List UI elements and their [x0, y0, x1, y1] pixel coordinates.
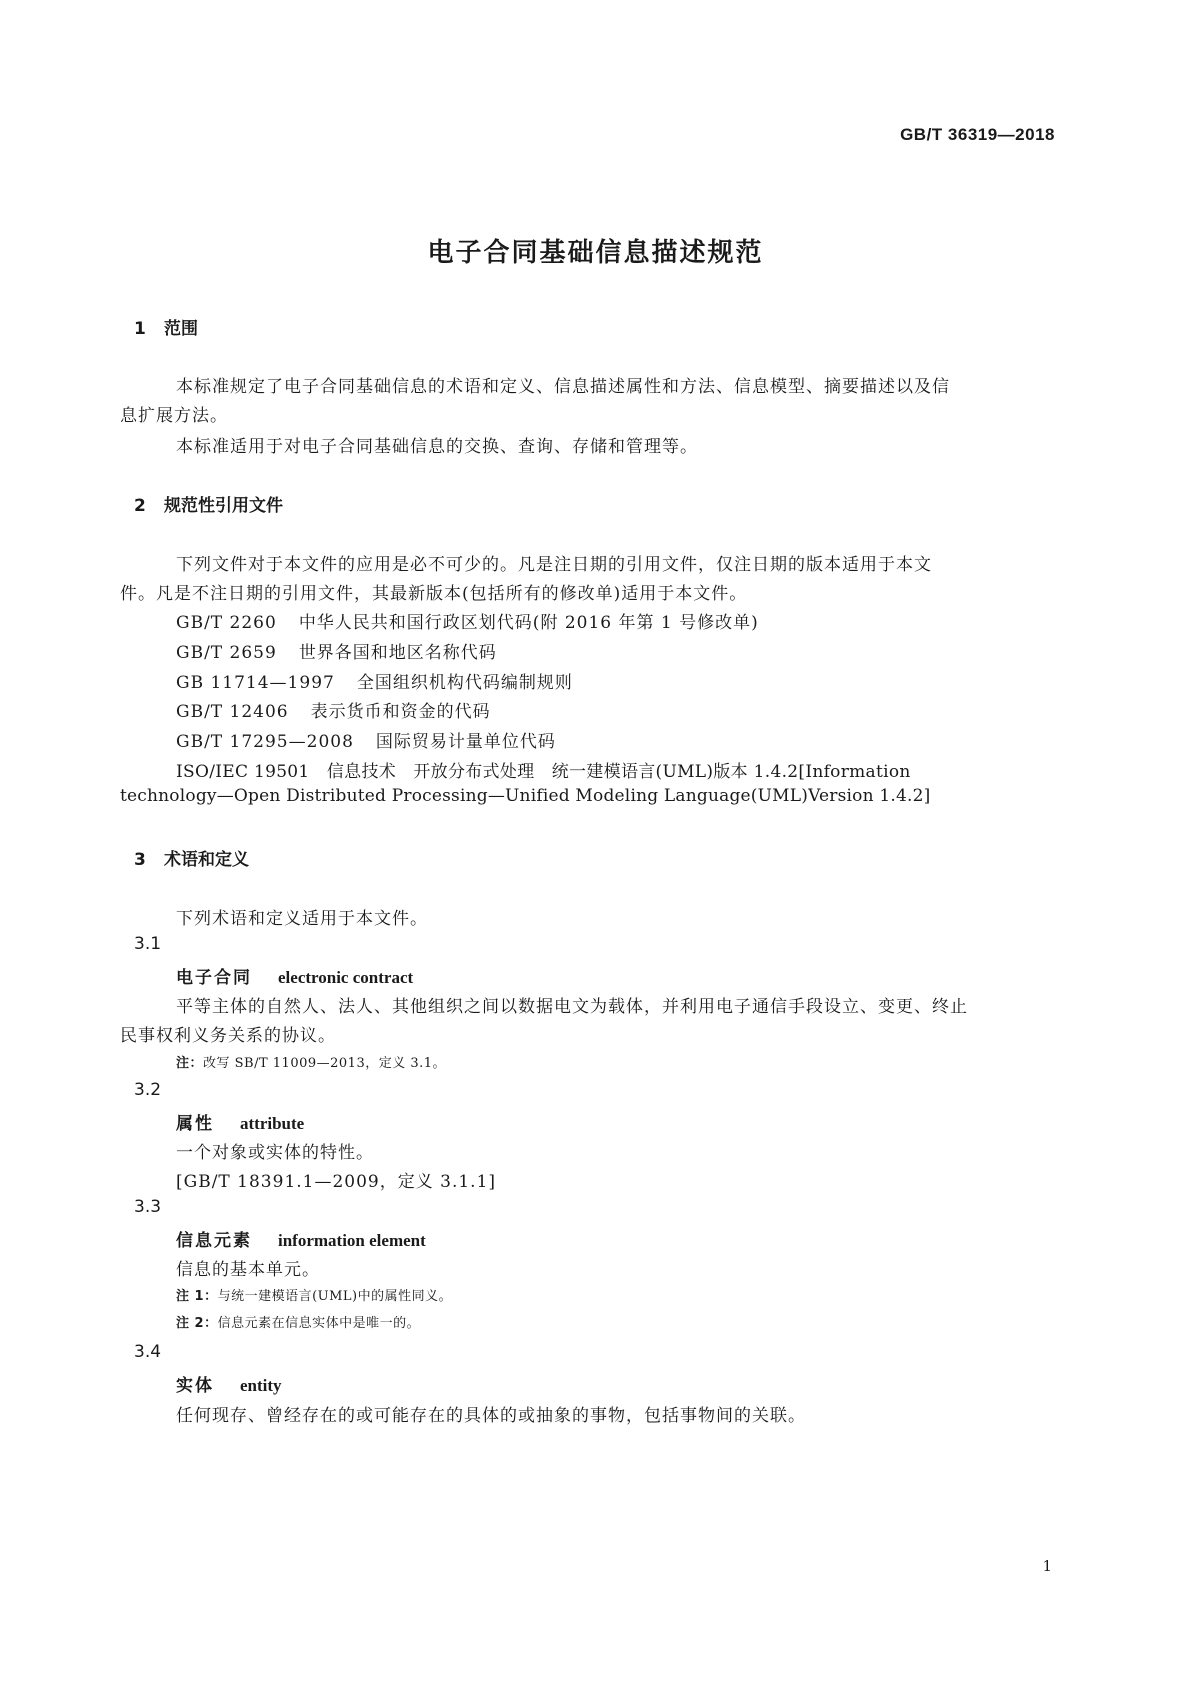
- term-english: entity: [240, 1376, 282, 1395]
- section-number: 2: [134, 496, 146, 516]
- note-text: 与统一建模语言(UML)中的属性同义。: [217, 1289, 453, 1304]
- term-note: [176, 1312, 420, 1331]
- page-number: 1: [1042, 1557, 1052, 1575]
- definition: 一个对象或实体的特性。: [176, 1143, 374, 1163]
- section-1-heading: [134, 314, 198, 339]
- term-note: [176, 1052, 446, 1071]
- term-number: 3.2: [134, 1080, 162, 1100]
- note-label: 注 2：: [176, 1316, 218, 1331]
- term-chinese: 属性: [176, 1114, 214, 1134]
- paragraph-line: 息扩展方法。: [120, 406, 228, 426]
- term-number: 3.1: [134, 934, 162, 954]
- section-number: 1: [134, 319, 146, 339]
- term-chinese: 电子合同: [176, 968, 252, 988]
- definition-line: 平等主体的自然人、法人、其他组织之间以数据电文为载体，并利用电子通信手段设立、变更、终止: [176, 997, 968, 1017]
- term-note: [176, 1285, 452, 1304]
- section-title: 术语和定义: [164, 850, 249, 870]
- reference-code: GB/T 2260: [176, 613, 277, 633]
- definition-source: [GB/T 18391.1—2009，定义 3.1.1]: [176, 1172, 497, 1192]
- reference-code: GB 11714—1997: [176, 673, 335, 693]
- term-heading: [176, 1371, 282, 1396]
- paragraph-line: 下列文件对于本文件的应用是必不可少的。凡是注日期的引用文件，仅注日期的版本适用于本文: [176, 555, 932, 575]
- paragraph: 本标准适用于对电子合同基础信息的交换、查询、存储和管理等。: [176, 437, 698, 457]
- reference-item: [176, 638, 497, 663]
- term-number: 3.3: [134, 1197, 162, 1217]
- section-3-heading: [134, 845, 249, 870]
- paragraph-line: 件。凡是不注日期的引用文件，其最新版本(包括所有的修改单)适用于本文件。: [120, 584, 748, 604]
- paragraph-line: 本标准规定了电子合同基础信息的术语和定义、信息描述属性和方法、信息模型、摘要描述以及信: [176, 377, 950, 397]
- term-chinese: 信息元素: [176, 1231, 252, 1251]
- reference-title: 国际贸易计量单位代码: [375, 732, 556, 752]
- reference-item: [176, 697, 491, 722]
- document-title: 电子合同基础信息描述规范: [427, 238, 764, 268]
- term-english: attribute: [240, 1114, 305, 1133]
- term-english: electronic contract: [278, 968, 414, 987]
- reference-code: GB/T 2659: [176, 643, 277, 663]
- term-heading: [176, 963, 413, 988]
- term-english: information element: [278, 1231, 426, 1250]
- reference-iso-line: ISO/IEC 19501 信息技术 开放分布式处理 统一建模语言(UML)版本 1.4.2[Information: [176, 762, 911, 782]
- term-heading: [176, 1226, 426, 1251]
- standard-number: GB/T 36319—2018: [900, 125, 1055, 144]
- definition: 任何现存、曾经存在的或可能存在的具体的或抽象的事物，包括事物间的关联。: [176, 1406, 806, 1426]
- note-text: 改写 SB/T 11009—2013，定义 3.1。: [203, 1056, 447, 1071]
- term-chinese: 实体: [176, 1376, 214, 1396]
- section-2-heading: [134, 491, 283, 516]
- reference-title: 表示货币和资金的代码: [310, 702, 491, 722]
- paragraph: 下列术语和定义适用于本文件。: [176, 909, 428, 929]
- reference-code: GB/T 17295—2008: [176, 732, 354, 752]
- term-number: 3.4: [134, 1342, 162, 1362]
- term-heading: [176, 1109, 304, 1134]
- reference-title: 世界各国和地区名称代码: [298, 643, 497, 663]
- reference-title: 全国组织机构代码编制规则: [356, 673, 573, 693]
- section-number: 3: [134, 850, 146, 870]
- section-title: 规范性引用文件: [164, 496, 283, 516]
- note-text: 信息元素在信息实体中是唯一的。: [217, 1316, 421, 1331]
- definition: 信息的基本单元。: [176, 1260, 320, 1280]
- reference-code: GB/T 12406: [176, 702, 289, 722]
- reference-iso-line: technology—Open Distributed Processing—Unified Modeling Language(UML)Version 1.4.2]: [120, 786, 931, 806]
- note-label: 注 1：: [176, 1289, 218, 1304]
- definition-line: 民事权利义务关系的协议。: [120, 1026, 336, 1046]
- reference-item: [176, 608, 759, 633]
- reference-item: [176, 668, 573, 693]
- note-label: 注：: [176, 1056, 204, 1071]
- section-title: 范围: [164, 319, 198, 339]
- reference-title: 中华人民共和国行政区划代码(附 2016 年第 1 号修改单): [298, 613, 759, 633]
- reference-item: [176, 727, 556, 752]
